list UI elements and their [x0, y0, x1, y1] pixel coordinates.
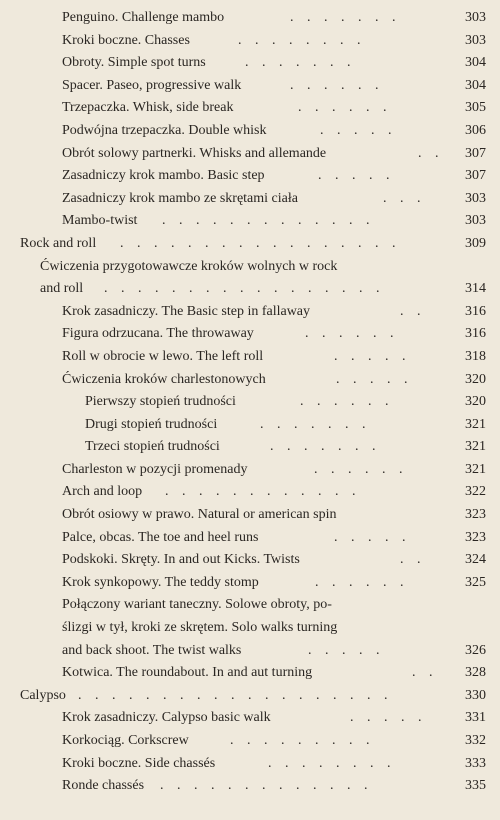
page-number: 316 — [465, 326, 486, 342]
toc-entry-title: Obrót osiowy w prawo. Natural or american spin — [62, 507, 337, 523]
toc-entry-title: Calypso — [20, 687, 66, 703]
page-number: 321 — [465, 439, 486, 455]
dot-leader: . . — [400, 552, 426, 568]
toc-entry — [0, 594, 500, 662]
dot-leader: . . . . . . . . — [238, 32, 366, 48]
toc-entry-title: Palce, obcas. The toe and heel runs — [62, 529, 259, 545]
page-number: 304 — [465, 77, 486, 93]
toc-entry-title: Pierwszy stopień trudności — [85, 394, 236, 410]
page-number: 328 — [465, 665, 486, 681]
toc-entry-title: Penguino. Challenge mambo — [62, 10, 225, 25]
page-number: 306 — [465, 122, 486, 138]
page-number: 303 — [465, 213, 486, 229]
dot-leader: . . . . . . — [314, 461, 408, 477]
toc-entry-title: Spacer. Paseo, progressive walk — [62, 77, 242, 93]
page-number: 320 — [465, 394, 486, 410]
toc-entry — [0, 481, 500, 504]
page-number: 321 — [465, 416, 486, 432]
table-of-contents — [0, 7, 500, 798]
dot-leader: . . . . . . . . . . . . . . . . . — [120, 235, 401, 251]
toc-entry — [0, 572, 500, 595]
toc-entry-title: Figura odrzucana. The throwaway — [62, 326, 254, 342]
page-number: 303 — [465, 190, 486, 206]
toc-entry-title: Podskoki. Skręty. In and out Kicks. Twists — [62, 552, 300, 568]
page-number: 303 — [465, 10, 486, 25]
toc-entry-title: Drugi stopień trudności — [85, 416, 218, 432]
toc-entry-title: Arch and loop — [62, 484, 143, 500]
dot-leader: . . . . . . . . . — [230, 733, 375, 749]
page-number: 307 — [465, 145, 486, 161]
dot-leader: . . . . . — [308, 642, 385, 658]
page-number: 318 — [465, 348, 486, 364]
toc-entry — [0, 165, 500, 188]
toc-entry-title: Obrót solowy partnerki. Whisks and allemande — [62, 145, 327, 161]
toc-entry — [0, 504, 500, 527]
toc-entry — [0, 753, 500, 776]
page-number: 305 — [465, 100, 486, 116]
page-number: 314 — [465, 281, 486, 297]
toc-entry — [0, 391, 500, 414]
toc-entry-title: Zasadniczy krok mambo ze skrętami ciała — [62, 190, 298, 206]
toc-entry — [0, 527, 500, 550]
page-number: 332 — [465, 733, 486, 749]
dot-leader: . . . . . . . . . . . . . . . . . . . — [78, 687, 393, 703]
toc-entry-title-line: and roll — [40, 281, 84, 297]
page-number: 320 — [465, 371, 486, 387]
toc-entry — [0, 369, 500, 392]
toc-entry-title: Kroki boczne. Side chassés — [62, 755, 216, 771]
toc-entry — [0, 662, 500, 685]
toc-entry — [0, 256, 500, 301]
toc-entry-title-line: ślizgi w tył, kroki ze skrętem. Solo walks turning — [62, 620, 338, 636]
toc-entry — [0, 301, 500, 324]
toc-entry-title: Roll w obrocie w lewo. The left roll — [62, 348, 264, 364]
dot-leader: . . . — [383, 190, 426, 206]
dot-leader: . . . . . . . . — [268, 755, 396, 771]
dot-leader: . . . . . — [336, 371, 413, 387]
page-number: 323 — [465, 507, 486, 523]
dot-leader: . . — [400, 303, 426, 319]
toc-entry-title-line: and back shoot. The twist walks — [62, 642, 242, 658]
page-number: 326 — [465, 642, 486, 658]
page-number: 325 — [465, 574, 486, 590]
toc-entry-title: Trzeci stopień trudności — [85, 439, 220, 455]
dot-leader: . . . . . . — [300, 394, 394, 410]
toc-entry-title: Krok zasadniczy. Calypso basic walk — [62, 710, 271, 726]
toc-entry — [0, 188, 500, 211]
dot-leader: . . . . . — [350, 710, 427, 726]
toc-entry-title-line: Połączony wariant taneczny. Solowe obroty, po- — [62, 597, 332, 613]
page-number: 307 — [465, 168, 486, 184]
toc-entry — [0, 685, 500, 708]
toc-entry-title: Korkociąg. Corkscrew — [62, 733, 189, 749]
toc-entry — [0, 210, 500, 233]
toc-entry-title: Mambo-twist — [62, 213, 138, 229]
toc-entry — [0, 459, 500, 482]
page-number: 335 — [465, 778, 486, 794]
toc-entry-title: Zasadniczy krok mambo. Basic step — [62, 168, 265, 184]
dot-leader: . . . . . . — [290, 77, 384, 93]
dot-leader: . . — [418, 145, 444, 161]
page-number: 330 — [465, 687, 486, 703]
toc-entry — [0, 775, 500, 798]
toc-entry — [0, 323, 500, 346]
toc-entry — [0, 436, 500, 459]
dot-leader: . . . . . . . . . . . . — [165, 484, 361, 500]
toc-entry-title: Kroki boczne. Chasses — [62, 32, 190, 48]
toc-entry — [0, 414, 500, 437]
dot-leader: . . . . . . . — [245, 55, 356, 71]
toc-entry — [0, 75, 500, 98]
dot-leader: . . . . . . . — [260, 416, 371, 432]
dot-leader: . . . . . . . . . . . . . . . . . — [104, 281, 385, 297]
toc-entry — [0, 707, 500, 730]
toc-entry-title: Ćwiczenia kroków charlestonowych — [62, 371, 266, 387]
toc-entry — [0, 730, 500, 753]
toc-entry-title: Krok zasadniczy. The Basic step in fallaway — [62, 303, 311, 319]
page-number: 321 — [465, 461, 486, 477]
page-number: 324 — [465, 552, 486, 568]
dot-leader: . . . . . — [334, 348, 411, 364]
page-number: 322 — [465, 484, 486, 500]
toc-entry — [0, 52, 500, 75]
toc-entry-title: Trzepaczka. Whisk, side break — [62, 100, 234, 116]
toc-entry — [0, 7, 500, 30]
page-number: 309 — [465, 235, 486, 251]
toc-entry-title: Krok synkopowy. The teddy stomp — [62, 574, 259, 590]
toc-entry — [0, 120, 500, 143]
page-number: 331 — [465, 710, 486, 726]
dot-leader: . . . . . — [334, 529, 411, 545]
page-number: 333 — [465, 755, 486, 771]
toc-entry — [0, 30, 500, 53]
toc-entry-title-line: Ćwiczenia przygotowawcze kroków wolnych w rock — [40, 258, 338, 274]
dot-leader: . . . . . . . — [270, 439, 381, 455]
dot-leader: . . . . . . — [298, 100, 392, 116]
dot-leader: . . . . . . . . . . . . . — [162, 213, 375, 229]
dot-leader: . . . . . . . . . . . . . — [160, 778, 373, 794]
dot-leader: . . . . . — [320, 122, 397, 138]
dot-leader: . . — [412, 665, 438, 681]
toc-entry — [0, 233, 500, 256]
dot-leader: . . . . . . — [305, 326, 399, 342]
toc-entry-title: Kotwica. The roundabout. In and aut turning — [62, 665, 313, 681]
toc-entry-title: Ronde chassés — [62, 778, 145, 794]
dot-leader: . . . . . . — [315, 574, 409, 590]
page-number: 303 — [465, 32, 486, 48]
page-number: 323 — [465, 529, 486, 545]
page-number: 304 — [465, 55, 486, 71]
toc-entry-title: Podwójna trzepaczka. Double whisk — [62, 122, 267, 138]
toc-entry — [0, 549, 500, 572]
toc-entry-title: Charleston w pozycji promenady — [62, 461, 248, 477]
dot-leader: . . . . . — [318, 168, 395, 184]
toc-entry — [0, 97, 500, 120]
dot-leader: . . . . . . . — [290, 10, 401, 25]
toc-entry-title: Obroty. Simple spot turns — [62, 55, 206, 71]
page-number: 316 — [465, 303, 486, 319]
toc-entry — [0, 346, 500, 369]
toc-entry-title: Rock and roll — [20, 235, 97, 251]
toc-entry — [0, 143, 500, 166]
